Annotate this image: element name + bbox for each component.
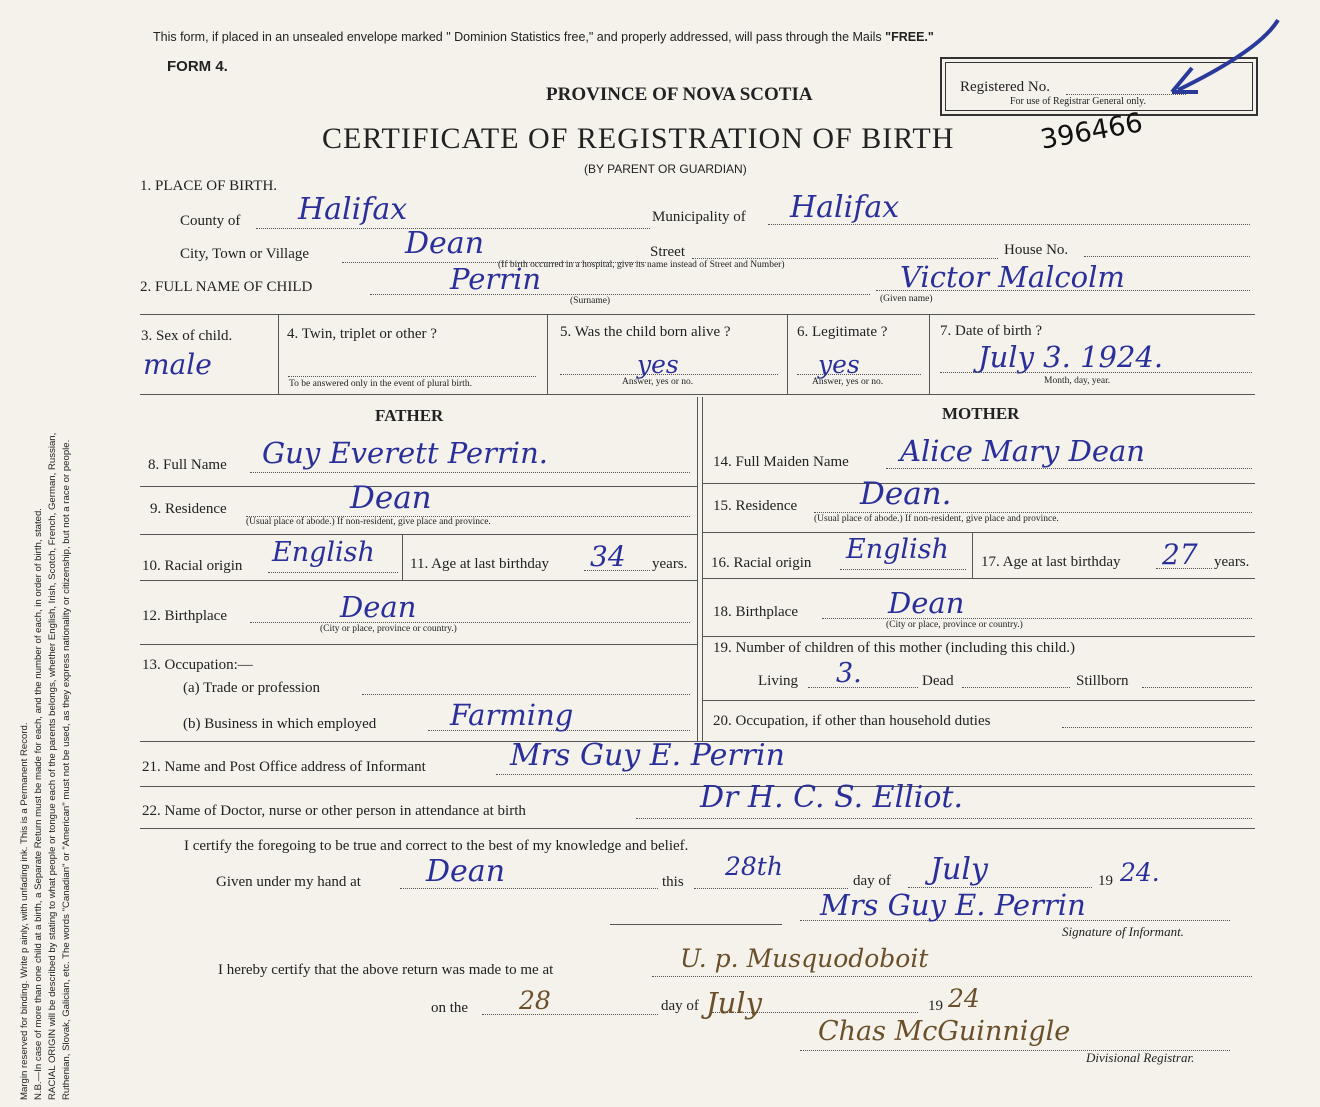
mother-residence-label: 15. Residence — [713, 498, 798, 514]
given-at-label: Given under my hand at — [216, 874, 361, 890]
father-age-label: 11. Age at last birthday — [410, 556, 549, 572]
father-name-value: Guy Everett Perrin. — [262, 436, 548, 470]
registrar-month-value: July — [706, 986, 762, 1020]
mother-heading: MOTHER — [942, 404, 1020, 423]
father-birthplace-label: 12. Birthplace — [142, 608, 227, 624]
margin-note-2: N.B.—In case of more than one child at a birth, a Separate Return must be made for each, and the number of each, in order of birth, stated. — [33, 508, 44, 1100]
informant-value: Mrs Guy E. Perrin — [510, 738, 785, 773]
surname-value: Perrin — [450, 262, 542, 296]
certify-year-value: 24. — [1120, 858, 1160, 887]
margin-note-4: Ruthenian, Slovak, Galician, etc. The words "Canadian" or "American" must not be used, as they express nationality or citizenship, but not a race or people. — [61, 439, 72, 1100]
city-value: Dean — [405, 226, 485, 261]
certificate-subtitle: (BY PARENT OR GUARDIAN) — [584, 162, 747, 176]
postal-free: "FREE." — [885, 30, 934, 44]
stamped-number: 396466 — [1038, 107, 1145, 156]
certificate-title: CERTIFICATE OF REGISTRATION OF BIRTH — [322, 122, 955, 155]
given-name-note: (Given name) — [880, 294, 933, 304]
registered-no-label: Registered No. — [960, 79, 1050, 95]
mother-name-label: 14. Full Maiden Name — [713, 454, 849, 470]
city-label: City, Town or Village — [180, 246, 310, 262]
mother-racial-label: 16. Racial origin — [711, 555, 812, 571]
father-occupation-label: 13. Occupation:— — [142, 657, 253, 673]
father-birthplace-value: Dean — [340, 590, 417, 624]
doctor-value: Dr H. C. S. Elliot. — [700, 780, 964, 815]
stillborn-label: Stillborn — [1076, 673, 1129, 689]
father-name-label: 8. Full Name — [148, 457, 227, 473]
mother-name-value: Alice Mary Dean — [900, 434, 1145, 468]
registrar-statement: I hereby certify that the above return was made to me at — [218, 962, 554, 978]
mother-birthplace-note: (City or place, province or country.) — [886, 620, 1023, 630]
doctor-label: 22. Name of Doctor, nurse or other person in attendance at birth — [142, 803, 526, 819]
given-at-value: Dean — [426, 854, 506, 889]
mother-residence-value: Dean. — [860, 476, 952, 512]
legitimate-label: 6. Legitimate ? — [797, 324, 888, 340]
father-business-label: (b) Business in which employed — [183, 716, 377, 732]
sex-value: male — [143, 348, 212, 381]
province-heading: PROVINCE OF NOVA SCOTIA — [546, 84, 813, 105]
informant-label: 21. Name and Post Office address of Informant — [142, 759, 426, 775]
father-residence-note: (Usual place of abode.) If non-resident, give place and province. — [246, 517, 491, 527]
mother-racial-value: English — [846, 534, 949, 565]
dob-label: 7. Date of birth ? — [940, 323, 1043, 339]
father-business-value: Farming — [450, 698, 574, 732]
child-name-label: 2. FULL NAME OF CHILD — [140, 279, 313, 295]
registrar-day-value: 28 — [519, 986, 551, 1015]
signature-of-informant-label: Signature of Informant. — [1062, 924, 1184, 939]
mother-residence-note: (Usual place of abode.) If non-resident, give place and province. — [814, 514, 1059, 524]
legitimate-note: Answer, yes or no. — [812, 377, 884, 387]
house-no-label: House No. — [1004, 242, 1069, 258]
certify-statement: I certify the foregoing to be true and correct to the best of my knowledge and belief. — [184, 838, 689, 854]
margin-instructions — [18, 50, 74, 1100]
alive-label: 5. Was the child born alive ? — [560, 324, 731, 340]
alive-value: yes — [637, 350, 679, 379]
father-racial-label: 10. Racial origin — [142, 558, 243, 574]
twin-note: To be answered only in the event of plural birth. — [289, 379, 472, 389]
registrar-dayof-label: day of — [661, 998, 699, 1014]
hospital-note: (If birth occurred in a hospital, give its name instead of Street and Number) — [498, 260, 785, 270]
certify-year-prefix: 19 — [1098, 873, 1113, 889]
father-residence-value: Dean — [350, 480, 432, 516]
registrar-year-prefix: 19 — [928, 998, 943, 1014]
father-birthplace-note: (City or place, province or country.) — [320, 624, 457, 634]
father-racial-value: English — [272, 537, 375, 568]
certify-month-value: July — [930, 852, 988, 887]
dob-note: Month, day, year. — [1044, 376, 1111, 386]
this-label: this — [662, 874, 684, 890]
alive-note: Answer, yes or no. — [622, 377, 694, 387]
registrar-note: For use of Registrar General only. — [1010, 96, 1146, 107]
mother-occupation-label: 20. Occupation, if other than household duties — [713, 713, 991, 729]
place-of-birth-heading: 1. PLACE OF BIRTH. — [140, 178, 278, 194]
registrar-place-value: U. p. Musquodoboit — [680, 944, 929, 973]
father-trade-label: (a) Trade or profession — [183, 680, 321, 696]
given-name-value: Victor Malcolm — [900, 260, 1125, 294]
county-value: Halifax — [298, 192, 408, 227]
dead-label: Dead — [922, 673, 954, 689]
dob-value: July 3. 1924. — [978, 340, 1164, 374]
father-heading: FATHER — [375, 406, 444, 425]
certify-dayof-label: day of — [853, 873, 891, 889]
father-residence-label: 9. Residence — [150, 501, 227, 517]
checkmark-arrow-icon — [1150, 10, 1290, 110]
street-label: Street — [650, 244, 685, 260]
certify-day-value: 28th — [725, 852, 783, 881]
postal-note: This form, if placed in an unsealed envelope marked " Dominion Statistics free," and properly addressed, will pass through the Mails "FREE." — [153, 30, 934, 44]
living-value: 3. — [836, 658, 862, 689]
mother-age-label: 17. Age at last birthday — [981, 554, 1121, 570]
mother-years: years. — [1214, 554, 1250, 570]
mother-birthplace-label: 18. Birthplace — [713, 604, 798, 620]
surname-note: (Surname) — [570, 296, 611, 306]
father-age-value: 34 — [590, 540, 626, 573]
mother-birthplace-value: Dean — [888, 586, 965, 620]
mother-age-value: 27 — [1162, 538, 1198, 571]
mother-children-label: 19. Number of children of this mother (including this child.) — [713, 640, 1076, 656]
father-years: years. — [652, 556, 688, 572]
municipality-label: Municipality of — [652, 209, 746, 225]
informant-signature: Mrs Guy E. Perrin — [820, 888, 1086, 922]
form-number: FORM 4. — [167, 58, 228, 75]
margin-note-1: Margin reserved for binding. Write p ainly, with unfading ink. This is a Permanent Record. — [19, 722, 30, 1100]
legitimate-value: yes — [818, 350, 860, 379]
twin-label: 4. Twin, triplet or other ? — [287, 326, 437, 342]
registrar-on-the-label: on the — [431, 1000, 469, 1016]
registrar-signature: Chas McGuinnigle — [818, 1016, 1071, 1047]
margin-note-3: RACIAL ORIGIN will be described by stating to what people or tongue each of the parents belongs, whether English, Irish, Scotch, French, German, Russian, — [47, 432, 58, 1100]
municipality-value: Halifax — [790, 190, 900, 225]
registrar-year-value: 24 — [948, 984, 980, 1013]
county-label: County of — [180, 213, 241, 229]
divisional-registrar-label: Divisional Registrar. — [1086, 1050, 1195, 1065]
living-label: Living — [758, 673, 798, 689]
sex-label: 3. Sex of child. — [141, 328, 233, 344]
